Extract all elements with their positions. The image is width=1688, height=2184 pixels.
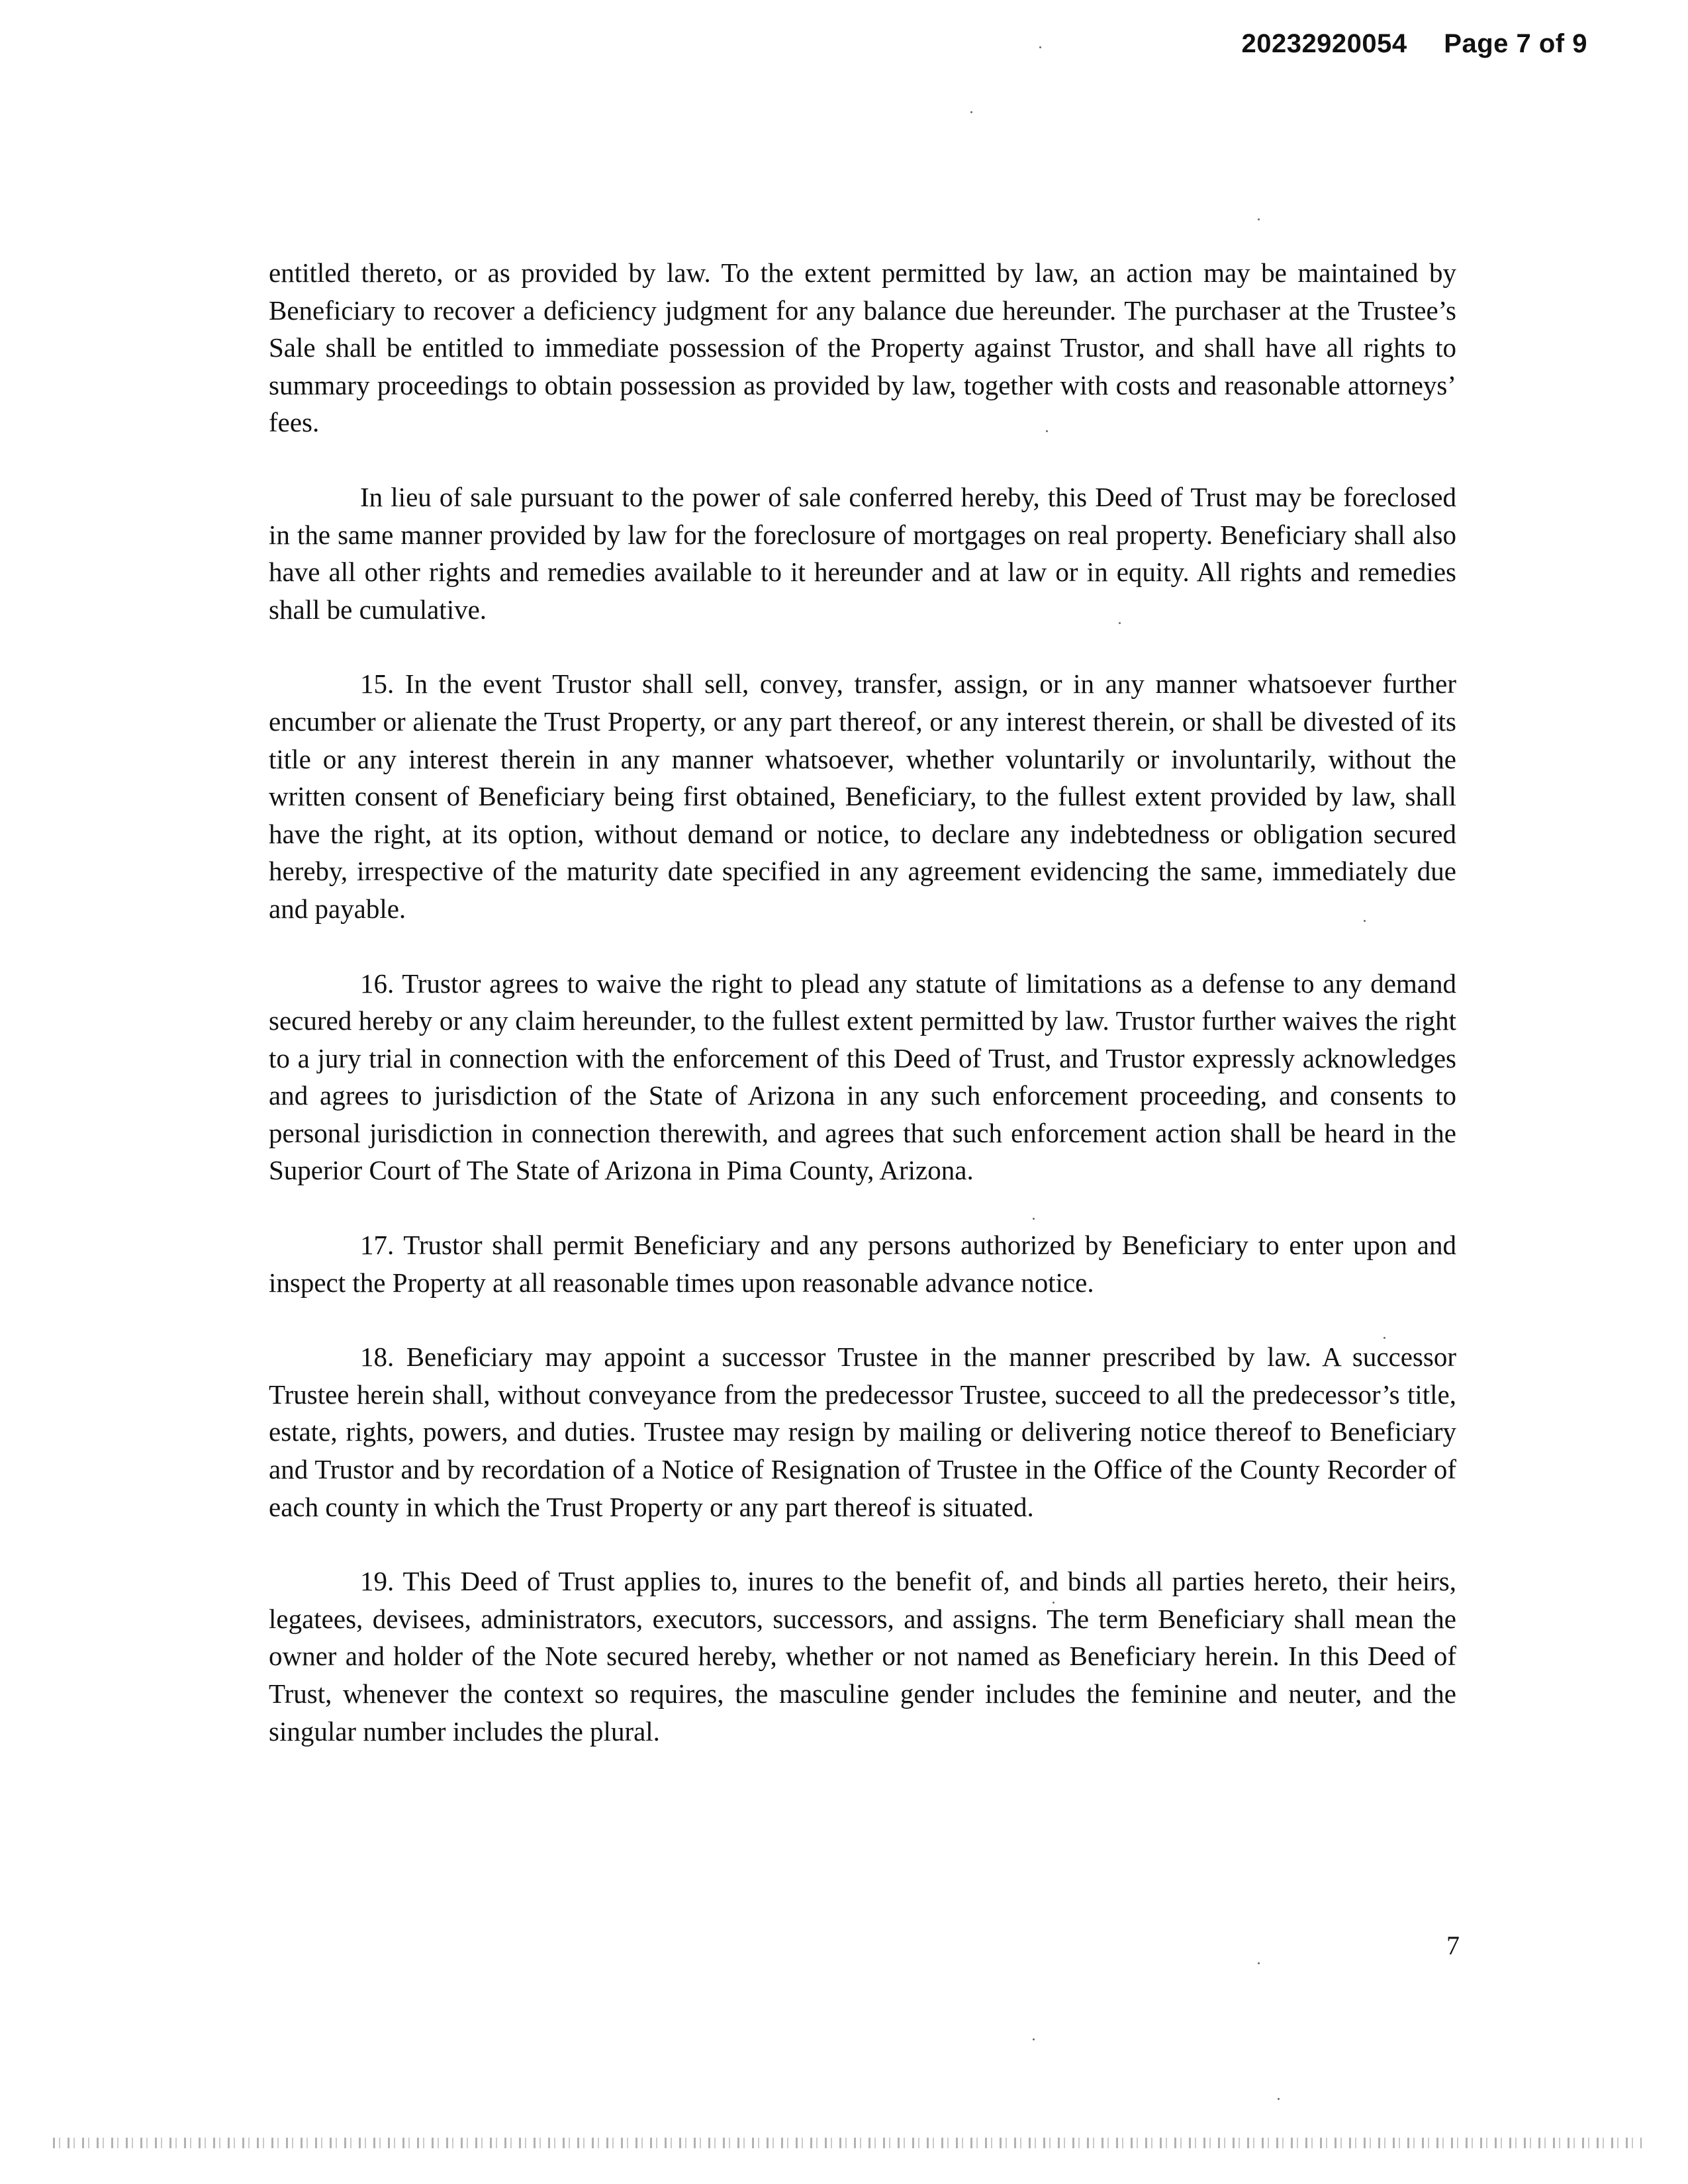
paragraph-section-15: 15. In the event Trustor shall sell, convey, transfer, assign, or in any manner whatsoever further encumber or alienate the Trust Property, or any part thereof, or any interest therein, or shall be divested of its title or any interest therein in any manner whatsoever, whether voluntarily or involuntarily, without the written consent of Beneficiary being first obtained, Beneficiary, to the fullest extent provided by law, shall have the right, at its option, without demand or notice, to declare any indebtedness or obligation secured hereby, irrespective of the maturity date specified in any agreement evidencing the same, immediately due and payable. [269, 668, 1456, 924]
paragraph-section-16: 16. Trustor agrees to waive the right to plead any statute of limitations as a defense to any demand secured hereby or any claim hereunder, to the fullest extent permitted by law. Trustor further waives the right to a jury trial in connection with the enforcement of this Deed of Trust, and Trustor expressly acknowledges and agrees to jurisdiction of the State of Arizona in any such enforcement proceeding, and consents to personal jurisdiction in connection therewith, and agrees that such enforcement action shall be heard in the Superior Court of The State of Arizona in Pima County, Arizona. [269, 968, 1456, 1186]
scan-speck [1046, 430, 1048, 432]
scan-speck [1383, 1337, 1385, 1339]
recording-header [1241, 29, 1587, 59]
scan-noise-strip [53, 2138, 1642, 2148]
page-number: 7 [1446, 1931, 1460, 1960]
scan-speck [1033, 1218, 1035, 1220]
document-body [269, 254, 1456, 1787]
scan-speck [1119, 622, 1121, 624]
paragraph-section-18: 18. Beneficiary may appoint a successor Trustee in the manner prescribed by law. A successor Trustee herein shall, without conveyance from the predecessor Trustee, succeed to all the predecessor’s title, estate, rights, powers, and duties. Trustee may resign by mailing or delivering notice thereof to Beneficiary and Trustor and by recordation of a Notice of Resignation of Trustee in the Office of the County Recorder of each county in which the Trust Property or any part thereof is situated. [269, 1342, 1456, 1522]
paragraph-in-lieu-of-sale: In lieu of sale pursuant to the power of sale conferred hereby, this Deed of Trust may be foreclosed in the same manner provided by law for the foreclosure of mortgages on real property. Beneficiary shall also have all other rights and remedies available to it hereunder and at law or in equity. All rights and remedies shall be cumulative. [269, 481, 1456, 625]
scan-speck [1258, 1962, 1260, 1964]
scan-speck [1033, 2038, 1035, 2040]
scan-speck [970, 111, 972, 113]
scan-speck [1053, 1602, 1055, 1604]
scan-speck [1278, 2098, 1280, 2100]
paragraph-section-19: 19. This Deed of Trust applies to, inures to the benefit of, and binds all parties hereto, their heirs, legatees, devisees, administrators, executors, successors, and assigns. The term Beneficiary shall mean the owner and holder of the Note secured hereby, whether or not named as Beneficiary herein. In this Deed of Trust, whenever the context so requires, the masculine gender includes the feminine and neuter, and the singular number includes the plural. [269, 1566, 1456, 1747]
scan-speck [1258, 218, 1260, 220]
scan-speck [1364, 920, 1366, 922]
page-indicator: Page 7 of 9 [1444, 29, 1587, 58]
paragraph-continuation: entitled thereto, or as provided by law. To the extent permitted by law, an action may be maintained by Beneficiary to recover a deficiency judgment for any balance due hereunder. The purchaser at the Trustee’s Sale shall be entitled to immediate possession of the Property against Trustor, and shall have all rights to summary proceedings to obtain possession as provided by law, together with costs and reasonable attorneys’ fees. [269, 257, 1456, 438]
document-number: 20232920054 [1241, 29, 1407, 58]
scan-speck [1039, 46, 1041, 48]
paragraph-section-17: 17. Trustor shall permit Beneficiary and any persons authorized by Beneficiary to enter upon and inspect the Property at all reasonable times upon reasonable advance notice. [269, 1230, 1456, 1298]
